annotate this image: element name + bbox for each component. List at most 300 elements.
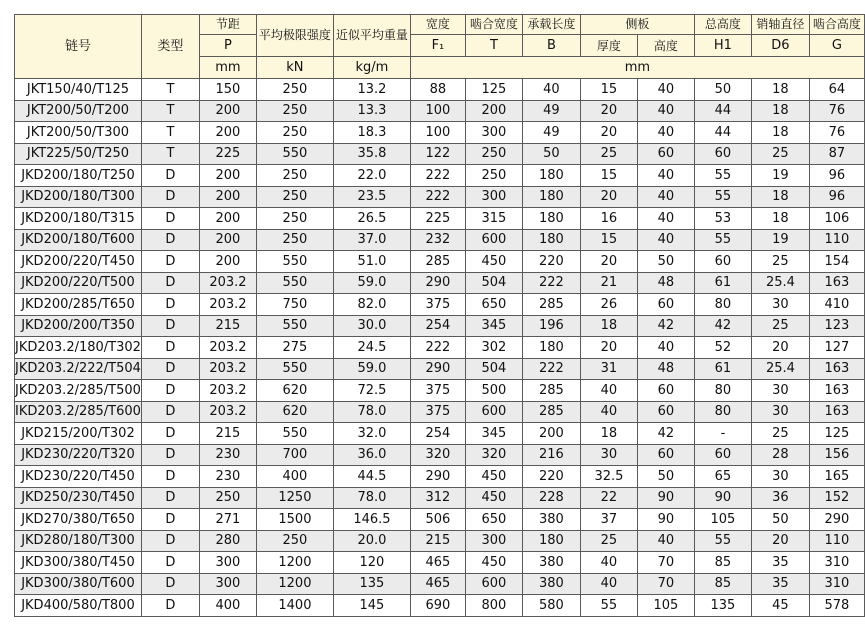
cell-mesh-height: 163	[809, 380, 864, 402]
cell-bearing-length: 49	[522, 100, 580, 122]
header-pin-diameter-label: 销轴直径	[756, 17, 805, 31]
cell-mesh-height: 165	[809, 466, 864, 488]
cell-pitch: 203.2	[199, 294, 256, 316]
cell-plate-height: 50	[637, 466, 694, 488]
cell-type: T	[141, 100, 199, 122]
cell-plate-thickness: 20	[580, 337, 637, 359]
header-side-plate-thickness: 厚度	[580, 35, 637, 57]
cell-bearing-length: 180	[522, 208, 580, 230]
cell-strength: 250	[256, 530, 333, 552]
cell-chain-no: JKD200/220/T500	[15, 272, 142, 294]
cell-mesh-height: 64	[809, 79, 864, 101]
table-row	[15, 100, 865, 122]
cell-mesh-width: 600	[465, 573, 522, 595]
cell-width: 290	[410, 358, 465, 380]
cell-strength: 250	[256, 100, 333, 122]
header-type: 类型	[141, 15, 199, 79]
table-row	[15, 444, 865, 466]
header-bearing-length-label: 承载长度	[527, 17, 576, 31]
cell-pin-diameter: 20	[751, 530, 809, 552]
cell-bearing-length: 180	[522, 229, 580, 251]
cell-mesh-width: 250	[465, 165, 522, 187]
cell-bearing-length: 220	[522, 251, 580, 273]
header-width-label: 宽度	[425, 17, 450, 31]
header-mesh-width	[465, 15, 522, 35]
cell-width: 375	[410, 380, 465, 402]
cell-total-height: 42	[694, 315, 751, 337]
header-bearing-length	[522, 15, 580, 35]
cell-mesh-width: 650	[465, 294, 522, 316]
cell-chain-no: JKT200/50/T200	[15, 100, 142, 122]
cell-plate-height: 70	[637, 552, 694, 574]
table-row	[15, 595, 865, 617]
cell-mesh-height: 310	[809, 552, 864, 574]
cell-width: 506	[410, 509, 465, 531]
cell-pitch: 230	[199, 466, 256, 488]
header-mesh-height	[809, 15, 864, 35]
cell-bearing-length: 228	[522, 487, 580, 509]
cell-type: D	[141, 573, 199, 595]
cell-strength: 550	[256, 423, 333, 445]
cell-type: D	[141, 466, 199, 488]
cell-chain-no: JKD200/180/T315	[15, 208, 142, 230]
table-header	[15, 15, 865, 79]
cell-total-height: 105	[694, 509, 751, 531]
cell-strength: 700	[256, 444, 333, 466]
cell-chain-no: JKD203.2/222/T504	[15, 358, 142, 380]
cell-plate-height: 90	[637, 487, 694, 509]
cell-mesh-height: 96	[809, 165, 864, 187]
header-weight-unit: kg/m	[333, 57, 410, 79]
cell-weight: 78.0	[333, 401, 410, 423]
cell-mesh-width: 320	[465, 444, 522, 466]
cell-mesh-height: 156	[809, 444, 864, 466]
cell-pitch: 215	[199, 423, 256, 445]
cell-pitch: 215	[199, 315, 256, 337]
cell-plate-height: 40	[637, 165, 694, 187]
cell-mesh-width: 450	[465, 552, 522, 574]
cell-strength: 250	[256, 122, 333, 144]
cell-chain-no: JKD203.2/180/T302	[15, 337, 142, 359]
cell-width: 690	[410, 595, 465, 617]
cell-mesh-height: 290	[809, 509, 864, 531]
cell-chain-no: JKD200/285/T650	[15, 294, 142, 316]
cell-chain-no: JKD215/200/T302	[15, 423, 142, 445]
cell-mesh-height: 310	[809, 573, 864, 595]
cell-type: D	[141, 315, 199, 337]
cell-pin-diameter: 45	[751, 595, 809, 617]
cell-chain-no: JKD200/180/T300	[15, 186, 142, 208]
cell-mesh-width: 345	[465, 423, 522, 445]
cell-plate-thickness: 55	[580, 595, 637, 617]
cell-width: 232	[410, 229, 465, 251]
cell-bearing-length: 380	[522, 552, 580, 574]
cell-weight: 30.0	[333, 315, 410, 337]
cell-total-height: 60	[694, 143, 751, 165]
cell-strength: 1200	[256, 552, 333, 574]
header-pitch-label: 节距	[215, 17, 240, 31]
cell-mesh-width: 600	[465, 401, 522, 423]
cell-strength: 750	[256, 294, 333, 316]
cell-mesh-height: 106	[809, 208, 864, 230]
cell-strength: 250	[256, 208, 333, 230]
cell-mesh-width: 600	[465, 229, 522, 251]
cell-bearing-length: 222	[522, 272, 580, 294]
cell-plate-thickness: 15	[580, 165, 637, 187]
cell-plate-height: 40	[637, 186, 694, 208]
cell-pitch: 300	[199, 573, 256, 595]
cell-pin-diameter: 19	[751, 229, 809, 251]
header-chain-no: 链号	[15, 15, 142, 79]
cell-width: 465	[410, 573, 465, 595]
table-row	[15, 530, 865, 552]
cell-mesh-height: 163	[809, 401, 864, 423]
cell-weight: 59.0	[333, 358, 410, 380]
cell-plate-height: 60	[637, 401, 694, 423]
cell-strength: 550	[256, 251, 333, 273]
cell-mesh-height: 110	[809, 530, 864, 552]
header-width-symbol: F₁	[410, 35, 465, 57]
cell-pin-diameter: 18	[751, 208, 809, 230]
cell-weight: 36.0	[333, 444, 410, 466]
cell-plate-height: 40	[637, 79, 694, 101]
table-body	[15, 79, 865, 617]
cell-total-height: 52	[694, 337, 751, 359]
cell-type: D	[141, 251, 199, 273]
cell-total-height: 55	[694, 165, 751, 187]
cell-plate-height: 60	[637, 294, 694, 316]
cell-plate-thickness: 37	[580, 509, 637, 531]
cell-width: 312	[410, 487, 465, 509]
cell-total-height: 85	[694, 573, 751, 595]
cell-pitch: 200	[199, 229, 256, 251]
cell-chain-no: JKD200/220/T450	[15, 251, 142, 273]
cell-plate-thickness: 31	[580, 358, 637, 380]
cell-bearing-length: 285	[522, 294, 580, 316]
cell-bearing-length: 180	[522, 530, 580, 552]
cell-mesh-width: 302	[465, 337, 522, 359]
cell-type: T	[141, 79, 199, 101]
table-row	[15, 487, 865, 509]
cell-chain-no: JKD280/180/T300	[15, 530, 142, 552]
cell-pitch: 203.2	[199, 380, 256, 402]
cell-mesh-width: 300	[465, 530, 522, 552]
header-shared-unit: mm	[410, 57, 864, 79]
cell-width: 290	[410, 466, 465, 488]
cell-chain-no: JKD200/180/T250	[15, 165, 142, 187]
cell-weight: 23.5	[333, 186, 410, 208]
cell-mesh-height: 410	[809, 294, 864, 316]
cell-weight: 22.0	[333, 165, 410, 187]
header-mesh-height-symbol: G	[809, 35, 864, 57]
cell-chain-no: JKT200/50/T300	[15, 122, 142, 144]
cell-bearing-length: 380	[522, 509, 580, 531]
cell-plate-thickness: 40	[580, 401, 637, 423]
cell-width: 375	[410, 294, 465, 316]
cell-type: D	[141, 444, 199, 466]
cell-pitch: 300	[199, 552, 256, 574]
cell-mesh-width: 500	[465, 380, 522, 402]
cell-pitch: 230	[199, 444, 256, 466]
cell-total-height: 44	[694, 122, 751, 144]
cell-strength: 400	[256, 466, 333, 488]
cell-strength: 620	[256, 380, 333, 402]
cell-mesh-height: 163	[809, 358, 864, 380]
cell-weight: 78.0	[333, 487, 410, 509]
cell-weight: 59.0	[333, 272, 410, 294]
cell-weight: 51.0	[333, 251, 410, 273]
cell-pin-diameter: 35	[751, 573, 809, 595]
cell-mesh-height: 96	[809, 186, 864, 208]
cell-type: D	[141, 229, 199, 251]
cell-width: 254	[410, 315, 465, 337]
cell-plate-thickness: 40	[580, 552, 637, 574]
header-total-height-label: 总高度	[704, 17, 741, 31]
cell-plate-thickness: 20	[580, 122, 637, 144]
cell-width: 100	[410, 122, 465, 144]
cell-mesh-width: 800	[465, 595, 522, 617]
cell-chain-no: JKD200/200/T350	[15, 315, 142, 337]
cell-bearing-length: 50	[522, 143, 580, 165]
cell-type: D	[141, 401, 199, 423]
cell-pitch: 203.2	[199, 401, 256, 423]
cell-chain-no: JKD200/180/T600	[15, 229, 142, 251]
cell-strength: 1500	[256, 509, 333, 531]
cell-pin-diameter: 36	[751, 487, 809, 509]
cell-plate-height: 40	[637, 530, 694, 552]
cell-strength: 1400	[256, 595, 333, 617]
cell-width: 375	[410, 401, 465, 423]
cell-chain-no: JKT150/40/T125	[15, 79, 142, 101]
table-row	[15, 552, 865, 574]
cell-weight: 13.2	[333, 79, 410, 101]
table-row	[15, 573, 865, 595]
cell-width: 465	[410, 552, 465, 574]
table-row	[15, 509, 865, 531]
header-total-height-symbol: H1	[694, 35, 751, 57]
cell-pitch: 200	[199, 208, 256, 230]
cell-weight: 24.5	[333, 337, 410, 359]
header-strength-unit: kN	[256, 57, 333, 79]
cell-bearing-length: 285	[522, 401, 580, 423]
cell-width: 225	[410, 208, 465, 230]
cell-plate-height: 70	[637, 573, 694, 595]
cell-pin-diameter: 30	[751, 401, 809, 423]
cell-pitch: 200	[199, 122, 256, 144]
cell-type: D	[141, 530, 199, 552]
cell-pin-diameter: 25	[751, 423, 809, 445]
cell-plate-height: 40	[637, 122, 694, 144]
cell-total-height: 61	[694, 272, 751, 294]
header-weight	[333, 15, 410, 57]
cell-plate-height: 40	[637, 100, 694, 122]
cell-total-height: 53	[694, 208, 751, 230]
header-pitch	[199, 15, 256, 35]
table-row	[15, 272, 865, 294]
cell-width: 222	[410, 337, 465, 359]
cell-plate-height: 40	[637, 337, 694, 359]
cell-plate-height: 60	[637, 380, 694, 402]
cell-pitch: 150	[199, 79, 256, 101]
cell-mesh-height: 110	[809, 229, 864, 251]
cell-bearing-length: 216	[522, 444, 580, 466]
cell-pitch: 200	[199, 251, 256, 273]
cell-strength: 550	[256, 315, 333, 337]
header-pitch-symbol: P	[199, 35, 256, 57]
cell-bearing-length: 220	[522, 466, 580, 488]
cell-plate-height: 42	[637, 423, 694, 445]
cell-weight: 44.5	[333, 466, 410, 488]
cell-pitch: 280	[199, 530, 256, 552]
cell-strength: 250	[256, 165, 333, 187]
cell-pin-diameter: 25	[751, 315, 809, 337]
cell-plate-thickness: 26	[580, 294, 637, 316]
cell-plate-thickness: 22	[580, 487, 637, 509]
header-mesh-height-label: 啮合高度	[812, 17, 861, 31]
cell-pin-diameter: 35	[751, 552, 809, 574]
cell-strength: 550	[256, 272, 333, 294]
cell-plate-thickness: 25	[580, 530, 637, 552]
cell-pin-diameter: 50	[751, 509, 809, 531]
table-row	[15, 229, 865, 251]
cell-plate-thickness: 21	[580, 272, 637, 294]
cell-pitch: 200	[199, 100, 256, 122]
cell-total-height: 55	[694, 186, 751, 208]
cell-mesh-width: 650	[465, 509, 522, 531]
cell-total-height: 80	[694, 294, 751, 316]
table-row	[15, 294, 865, 316]
cell-mesh-width: 300	[465, 186, 522, 208]
cell-pitch: 200	[199, 165, 256, 187]
cell-strength: 250	[256, 79, 333, 101]
cell-total-height: 80	[694, 401, 751, 423]
header-pin-diameter-symbol: D6	[751, 35, 809, 57]
cell-total-height: 44	[694, 100, 751, 122]
table-row	[15, 165, 865, 187]
cell-chain-no: JKD230/220/T450	[15, 466, 142, 488]
cell-type: D	[141, 509, 199, 531]
cell-strength: 275	[256, 337, 333, 359]
cell-total-height: 50	[694, 79, 751, 101]
cell-plate-height: 105	[637, 595, 694, 617]
cell-pin-diameter: 30	[751, 294, 809, 316]
cell-type: D	[141, 208, 199, 230]
table-row	[15, 358, 865, 380]
header-pin-diameter	[751, 15, 809, 35]
header-mesh-width-symbol: T	[465, 35, 522, 57]
cell-mesh-width: 450	[465, 466, 522, 488]
cell-type: D	[141, 423, 199, 445]
table-row	[15, 122, 865, 144]
cell-weight: 18.3	[333, 122, 410, 144]
cell-weight: 13.3	[333, 100, 410, 122]
cell-pin-diameter: 20	[751, 337, 809, 359]
cell-bearing-length: 196	[522, 315, 580, 337]
cell-plate-height: 50	[637, 251, 694, 273]
cell-type: D	[141, 487, 199, 509]
cell-pitch: 203.2	[199, 272, 256, 294]
cell-weight: 120	[333, 552, 410, 574]
cell-pin-diameter: 28	[751, 444, 809, 466]
cell-mesh-height: 154	[809, 251, 864, 273]
table-row	[15, 337, 865, 359]
cell-plate-thickness: 18	[580, 423, 637, 445]
table-row	[15, 186, 865, 208]
cell-mesh-height: 87	[809, 143, 864, 165]
cell-type: D	[141, 380, 199, 402]
cell-strength: 550	[256, 358, 333, 380]
cell-total-height: 61	[694, 358, 751, 380]
cell-mesh-height: 163	[809, 272, 864, 294]
header-side-plate-height: 高度	[637, 35, 694, 57]
cell-pin-diameter: 18	[751, 79, 809, 101]
cell-weight: 32.0	[333, 423, 410, 445]
cell-plate-height: 40	[637, 208, 694, 230]
cell-plate-height: 48	[637, 358, 694, 380]
cell-pin-diameter: 25.4	[751, 358, 809, 380]
cell-bearing-length: 180	[522, 165, 580, 187]
cell-width: 254	[410, 423, 465, 445]
cell-weight: 20.0	[333, 530, 410, 552]
cell-type: D	[141, 294, 199, 316]
cell-mesh-width: 125	[465, 79, 522, 101]
cell-width: 320	[410, 444, 465, 466]
cell-chain-no: IKD203.2/285/T600	[15, 401, 142, 423]
cell-type: D	[141, 358, 199, 380]
cell-bearing-length: 200	[522, 423, 580, 445]
cell-chain-no: JKD300/380/T600	[15, 573, 142, 595]
cell-total-height: 55	[694, 530, 751, 552]
cell-pin-diameter: 25	[751, 143, 809, 165]
cell-plate-thickness: 18	[580, 315, 637, 337]
cell-total-height: 60	[694, 444, 751, 466]
cell-chain-no: JKD300/380/T450	[15, 552, 142, 574]
cell-type: D	[141, 186, 199, 208]
header-pitch-unit: mm	[199, 57, 256, 79]
cell-type: D	[141, 272, 199, 294]
cell-total-height: 90	[694, 487, 751, 509]
cell-total-height: 85	[694, 552, 751, 574]
cell-width: 88	[410, 79, 465, 101]
cell-type: D	[141, 595, 199, 617]
cell-plate-height: 60	[637, 444, 694, 466]
cell-plate-thickness: 25	[580, 143, 637, 165]
cell-bearing-length: 580	[522, 595, 580, 617]
cell-weight: 37.0	[333, 229, 410, 251]
cell-plate-height: 48	[637, 272, 694, 294]
cell-type: D	[141, 552, 199, 574]
cell-plate-thickness: 20	[580, 251, 637, 273]
cell-pitch: 200	[199, 186, 256, 208]
cell-total-height: 60	[694, 251, 751, 273]
cell-bearing-length: 380	[522, 573, 580, 595]
header-total-height	[694, 15, 751, 35]
cell-total-height: 135	[694, 595, 751, 617]
cell-plate-height: 90	[637, 509, 694, 531]
table-row	[15, 401, 865, 423]
cell-mesh-width: 315	[465, 208, 522, 230]
cell-mesh-width: 504	[465, 272, 522, 294]
cell-plate-height: 40	[637, 229, 694, 251]
cell-pin-diameter: 30	[751, 466, 809, 488]
cell-plate-thickness: 20	[580, 100, 637, 122]
cell-plate-thickness: 15	[580, 229, 637, 251]
cell-strength: 250	[256, 229, 333, 251]
cell-pitch: 400	[199, 595, 256, 617]
header-weight-label: 近似平均重量	[335, 28, 408, 42]
table-row	[15, 251, 865, 273]
cell-weight: 72.5	[333, 380, 410, 402]
